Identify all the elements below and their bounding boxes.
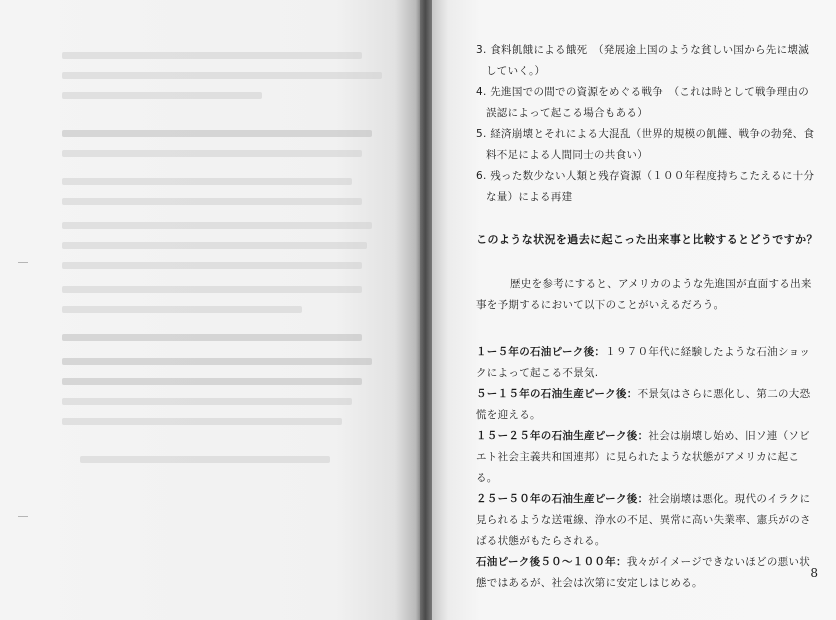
bleed-through-line [62, 222, 372, 229]
bleed-through-line [62, 242, 367, 249]
section-heading: このような状況を過去に起こった出来事と比較するとどうですか？ [476, 233, 818, 246]
right-page [432, 0, 836, 620]
entry-text: １９７０年代に経験したような石油ショックによって起こる不景気. [476, 346, 811, 379]
entry-lead: ５ー１５年の石油生産ピーク後： [476, 388, 638, 400]
entry-lead: ２５ー５０年の石油生産ピーク後： [476, 493, 649, 505]
bleed-through-line [62, 92, 262, 99]
timeline-entry [476, 552, 818, 594]
entry-lead: １５ー２５年の石油生産ピーク後： [476, 430, 649, 442]
bleed-through-line [62, 130, 372, 137]
bleed-through-line [62, 198, 362, 205]
entry-text: 社会は崩壊し始め、旧ソ連（ソビエト社会主義共和国連邦）に見られたような状態がアメリカに起こる。 [476, 430, 810, 484]
page-content [476, 40, 818, 594]
bleed-through-line [62, 286, 362, 293]
entry-text: 不景気はさらに悪化し、第二の大恐慌を迎える。 [476, 388, 811, 421]
bleed-through-line [80, 456, 330, 463]
bleed-through-line [62, 398, 352, 405]
bleed-through-line [62, 418, 342, 425]
intro-paragraph: 歴史を参考にすると、アメリカのような先進国が直面する出来事を予期するにおいて以下のことがいえるだろう。 [476, 278, 812, 311]
page-number: 8 [810, 566, 818, 580]
bleed-through-line [62, 262, 362, 269]
list-item: 4. 先進国での間での資源をめぐる戦争 （これは時として戦争理由の誤認によって起こる場合もある） [476, 86, 810, 119]
bleed-through-line [62, 178, 352, 185]
edge-mark [18, 516, 28, 517]
bleed-through-line [62, 378, 362, 385]
timeline-entry [476, 384, 818, 426]
entry-text: 我々がイメージできないほどの悪い状態ではあるが、社会は次第に安定しはじめる。 [476, 556, 811, 589]
bleed-through-line [62, 52, 362, 59]
bleed-through-line [62, 334, 362, 341]
bleed-through-line [62, 150, 362, 157]
bleed-through-line [62, 306, 302, 313]
entry-text: 社会崩壊は悪化。現代のイラクに見られるような送電線、浄水の不足、異常に高い失業率、憲兵がのさばる状態がもたらされる。 [476, 493, 811, 547]
scenario-list [476, 40, 818, 208]
timeline-entry [476, 426, 818, 489]
bleed-through-line [62, 358, 372, 365]
list-item: 3. 食料飢餓による餓死 （発展途上国のような貧しい国から先に壊滅していく。） [476, 44, 810, 77]
list-item: 5. 経済崩壊とそれによる大混乱（世界的規模の飢饉、戦争の勃発、食料不足による人間同士の共食い） [476, 128, 815, 161]
list-item: 6. 残った数少ない人類と残存資源（１００年程度持ちこたえるに十分な量）による再建 [476, 170, 815, 203]
book-gutter [420, 0, 432, 620]
bleed-through-line [62, 72, 382, 79]
entry-lead: １ー５年の石油ピーク後： [476, 346, 606, 358]
edge-mark [18, 262, 28, 263]
timeline-entry [476, 489, 818, 552]
timeline-entry [476, 342, 818, 384]
entry-lead: 石油ピーク後５０〜１００年： [476, 556, 627, 568]
timeline-entries [476, 342, 818, 594]
